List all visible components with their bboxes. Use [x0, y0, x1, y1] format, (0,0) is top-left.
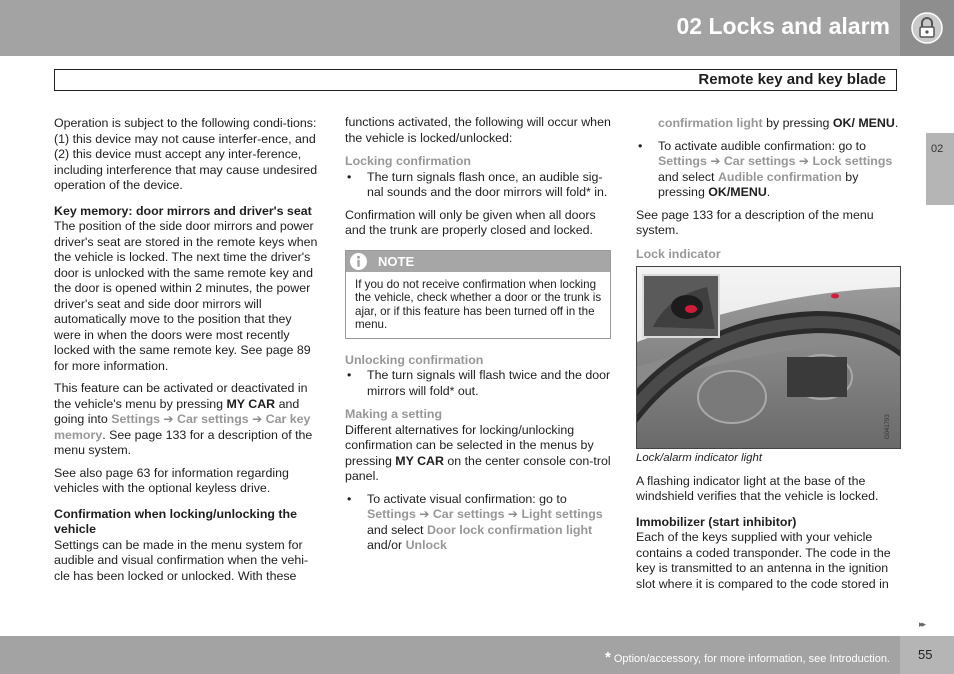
- menu-path-car-key-memory: Car key memory: [54, 412, 311, 442]
- visual-confirmation-continued: confirmation light by pressing OK/ MENU.: [658, 116, 899, 130]
- dashboard-illustration: [637, 267, 900, 448]
- arrow-right-icon: ➔: [710, 154, 721, 168]
- footnote: [605, 649, 890, 666]
- page-header: [0, 0, 954, 56]
- arrow-right-icon: ➔: [507, 507, 518, 521]
- menu-path-car-settings: Car settings: [177, 412, 249, 426]
- activation-paragraph: This feature can be activated or deactivated in the vehicle's menu by pressing MY CAR and going into Settings ➔ Car settings ➔ Car key memory. See page 133 for a description of the menu system.: [54, 381, 313, 457]
- footnote-star: *: [604, 649, 611, 666]
- menu-path-car-settings: Car settings: [432, 507, 505, 521]
- confirmation-paragraph: Settings can be made in the menu system for audible and visual confirmation when the vehi-cle has been locked or unlocked. With these: [54, 537, 309, 583]
- confirmation-heading: Confirmation when locking/unlocking the vehicle: [54, 506, 297, 536]
- menu-path-lock-settings: Lock settings: [812, 154, 893, 168]
- menu-item-audible-confirmation: Audible confirmation: [717, 169, 842, 184]
- column-2: [345, 115, 611, 554]
- key-memory-heading: Key memory: door mirrors and driver's seat: [54, 203, 312, 218]
- confirmation-condition-paragraph: Confirmation will only be given when all doors and the trunk are properly closed and locked.: [345, 207, 596, 237]
- menu-item-door-lock-light: Door lock confirmation light: [426, 522, 593, 537]
- visual-confirmation-bullet: • To activate visual confirmation: go to Settings ➔ Car settings ➔ Light settings and select Door lock confirmation light and/or Unlock: [345, 492, 611, 554]
- making-setting-paragraph: Different alternatives for locking/unlocking confirmation can be selected in the menus by pressing MY CAR on the center console con-trol panel.: [345, 422, 611, 483]
- menu-path-settings: Settings: [367, 507, 416, 521]
- menu-path-settings: Settings: [658, 154, 707, 168]
- lock-indicator-heading: Lock indicator: [636, 246, 721, 261]
- making-setting-heading: Making a setting: [345, 407, 443, 421]
- chapter-title: 02 Locks and alarm: [676, 13, 890, 39]
- fcc-paragraph: Operation is subject to the following condi-tions: (1) this device may not cause interfer-ence, and (2) this device must accept any inter-ference, including interference that may cause undesired operation of the device.: [54, 116, 318, 192]
- page-number: 55: [918, 647, 933, 662]
- locking-confirmation-heading: Locking confirmation: [345, 154, 471, 168]
- keyless-paragraph: See also page 63 for information regarding vehicles with the optional keyless drive.: [54, 465, 289, 495]
- arrow-right-icon: ➔: [419, 507, 430, 521]
- note-label: NOTE: [378, 253, 415, 269]
- info-icon: [349, 252, 368, 271]
- column-3: [636, 116, 902, 592]
- image-code: G041793: [885, 414, 891, 439]
- page-number-box: [900, 636, 954, 674]
- unlocking-confirmation-heading: Unlocking confirmation: [345, 352, 484, 367]
- lock-indicator-photo: [636, 266, 901, 449]
- section-title: Remote key and key blade: [698, 71, 886, 88]
- functions-paragraph: functions activated, the following will occur when the vehicle is locked/unlocked:: [345, 115, 611, 145]
- page-footer: [0, 636, 954, 674]
- immobilizer-paragraph: Each of the keys supplied with your vehicle contains a coded transponder. The code in the key is transmitted to an antenna in the ignition slot where it is compared to the code stored in: [636, 530, 891, 591]
- menu-reference-paragraph: See page 133 for a description of the menu system.: [636, 207, 874, 237]
- key-memory-paragraph: The position of the side door mirrors and power driver's seat are stored in the remote keys when the vehicle is locked. The next time the driver's door is unlocked with the same remote key and the door is opened within 2 minutes, the power driver's seat and side door mirrors will automatically move to the position that they were in when the doors were most recently locked with the same remote key. See page 89 for more information.: [54, 219, 318, 373]
- menu-path-settings: Settings: [111, 412, 161, 426]
- menu-item-unlock: Unlock: [405, 538, 447, 552]
- footnote-text: Option/accessory, for more information, see Introduction.: [613, 653, 890, 665]
- continue-arrow-icon: ▸▸: [919, 619, 925, 629]
- column-1: [54, 116, 320, 584]
- arrow-right-icon: ➔: [798, 154, 809, 168]
- locking-bullet: • The turn signals flash once, an audible sig-nal sounds and the door mirrors will fold* in.: [345, 170, 611, 201]
- chapter-icon-box: [900, 0, 954, 56]
- photo-caption: Lock/alarm indicator light: [636, 452, 762, 464]
- menu-path-light-settings: Light settings: [521, 507, 603, 521]
- section-heading-bar: [54, 69, 897, 91]
- menu-path-car-settings: Car settings: [723, 154, 796, 168]
- arrow-right-icon: ➔: [163, 412, 174, 426]
- chapter-side-tab: [926, 133, 954, 205]
- note-text: If you do not receive confirmation when locking the vehicle, check whether a door or the trunk is ajar, or if this feature has been turned off in the menu.: [355, 277, 602, 331]
- arrow-right-icon: ➔: [252, 412, 263, 426]
- indicator-paragraph: A flashing indicator light at the base of the windshield verifies that the vehicle is locked.: [636, 473, 879, 503]
- note-box: [345, 250, 611, 339]
- audible-confirmation-bullet: • To activate audible confirmation: go to Settings ➔ Car settings ➔ Lock settings and select Audible confirmation by pressing OK/MENU.: [636, 139, 902, 201]
- note-header: [346, 251, 610, 272]
- padlock-icon: [911, 12, 943, 44]
- immobilizer-heading: Immobilizer (start inhibitor): [636, 514, 797, 529]
- chapter-tab-number: 02: [931, 143, 944, 155]
- unlocking-bullet: • The turn signals will flash twice and the door mirrors will fold* out.: [345, 368, 611, 399]
